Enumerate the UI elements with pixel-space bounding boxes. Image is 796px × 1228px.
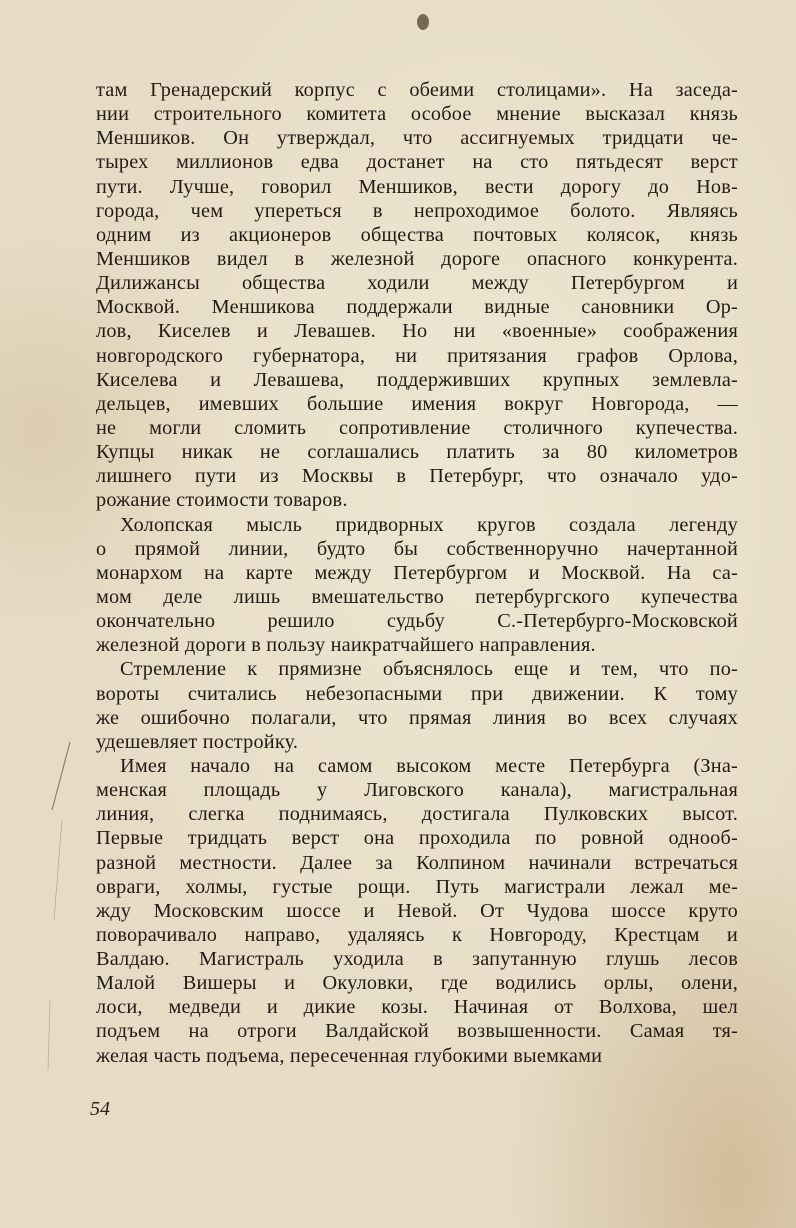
text-line: жду Московским шоссе и Невой. От Чудова шоссе круто [96, 899, 738, 922]
text-line: Дилижансы общества ходили между Петербургом и [96, 272, 738, 295]
text-line: Киселева и Левашева, поддерживших крупных землевла- [96, 368, 738, 391]
text-line: тырех миллионов едва достанет на сто пятьдесят верст [96, 151, 738, 174]
text-line: пути. Лучше, говорил Меншиков, вести дорогу до Нов- [96, 175, 738, 198]
text-line: о прямой линии, будто бы собственноручно начертанной [96, 537, 738, 560]
text-line: города, чем упереться в непроходимое болото. Являясь [96, 199, 738, 222]
text-line: Стремление к прямизне объяснялось еще и тем, что по- [120, 658, 738, 681]
text-line: же ошибочно полагали, что прямая линия во всех случаях [96, 706, 738, 729]
text-line: линия, слегка поднимаясь, достигала Пулковских высот. [96, 803, 738, 826]
text-line: железной дороги в пользу наикратчайшего направления. [96, 634, 596, 657]
text-line: Валдаю. Магистраль уходила в запутанную глушь лесов [96, 948, 738, 971]
text-line: лоси, медведи и дикие козы. Начиная от Волхова, шел [96, 996, 738, 1019]
margin-pencil-mark [40, 740, 76, 1100]
text-line: Холопская мысль придворных кругов создала легенду [120, 513, 738, 536]
text-line: желая часть подъема, пересеченная глубокими выемками [96, 1044, 603, 1067]
text-line: овраги, холмы, густые рощи. Путь магистрали лежал ме- [96, 875, 738, 898]
text-line: лов, Киселев и Левашев. Но ни «военные» соображения [96, 320, 738, 343]
text-line: вороты считались небезопасными при движении. К тому [96, 682, 738, 705]
text-line: рожание стоимости товаров. [96, 489, 348, 512]
text-line: менская площадь у Лиговского канала), магистральная [96, 779, 738, 802]
text-line: Купцы никак не соглашались платить за 80 километров [96, 441, 738, 464]
text-line: там Гренадерский корпус с обеими столицами». На заседа- [96, 79, 738, 101]
text-line: не могли сломить сопротивление столичного купечества. [96, 416, 738, 439]
text-line: нии строительного комитета особое мнение высказал князь [96, 103, 738, 126]
text-line: Москвой. Меншикова поддержали видные сановники Ор- [96, 296, 738, 319]
text-line: лишнего пути из Москвы в Петербург, что означало удо- [96, 465, 738, 488]
text-line: окончательно решило судьбу С.-Петербурго-Московской [96, 610, 738, 633]
text-line: поворачивало направо, удаляясь к Новгороду, Крестцам и [96, 923, 738, 946]
text-line: дельцев, имевших большие имения вокруг Новгорода, — [96, 392, 738, 415]
page-number: 54 [90, 1098, 110, 1120]
text-line: удешевляет постройку. [96, 730, 299, 753]
text-line: мом деле лишь вмешательство петербургского купечества [96, 585, 738, 608]
ink-blot [417, 14, 429, 30]
text-line: Меншиков видел в железной дороге опасного конкурента. [96, 247, 738, 270]
text-line: Первые тридцать верст она проходила по ровной однооб- [96, 827, 738, 850]
text-line: монархом на карте между Петербургом и Москвой. На са- [96, 561, 738, 584]
text-line: Малой Вишеры и Окуловки, где водились орлы, олени, [96, 972, 738, 995]
text-line: Меншиков. Он утверждал, что ассигнуемых тридцати че- [96, 127, 738, 150]
text-line: Имея начало на самом высоком месте Петербурга (Зна- [120, 754, 738, 777]
text-line: подъем на отроги Валдайской возвышенности. Самая тя- [96, 1020, 738, 1043]
body-text [96, 78, 738, 1068]
text-line: одним из акционеров общества почтовых колясок, князь [96, 223, 738, 246]
text-line: разной местности. Далее за Колпином начинали встречаться [96, 851, 738, 874]
text-line: новгородского губернатора, ни притязания графов Орлова, [96, 344, 738, 367]
